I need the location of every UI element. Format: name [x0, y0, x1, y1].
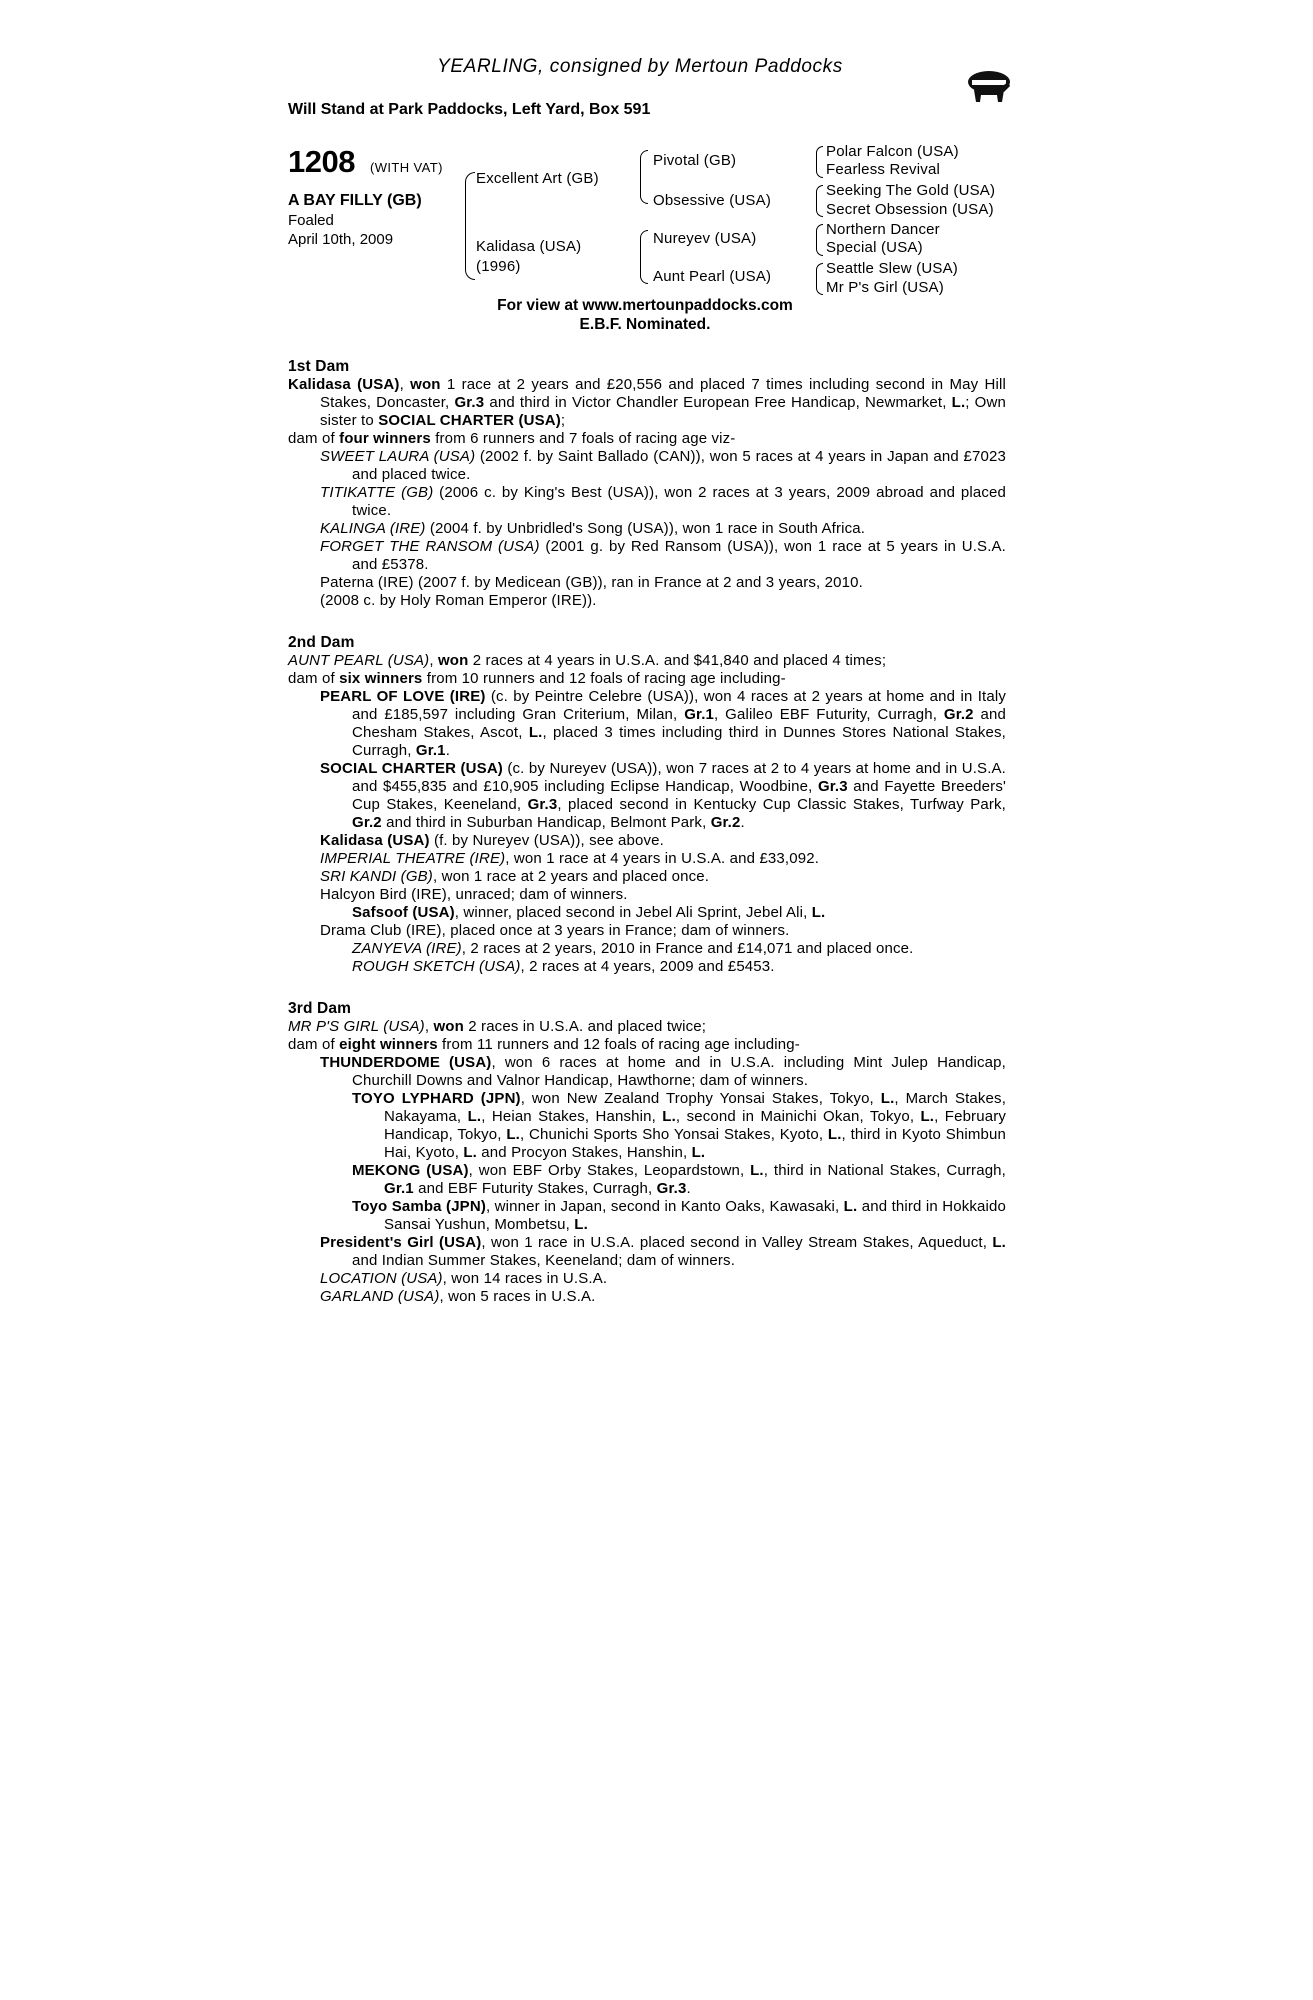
pedigree-brace [816, 263, 823, 295]
pedigree-ggs5: Northern Dancer [826, 221, 940, 238]
stand-location: Will Stand at Park Paddocks, Left Yard, Box 591 [288, 101, 651, 118]
pedigree-gs2: Obsessive (USA) [653, 192, 772, 209]
second-dam-produce-summary: dam of six winners from 10 runners and 12 foals of racing age including- [288, 670, 786, 687]
first-dam-heading: 1st Dam [288, 358, 350, 375]
horse-logo-icon [966, 68, 1012, 108]
list-item: President's Girl (USA), won 1 race in U.S.A. placed second in Valley Stream Stakes, Aqueduct, L. and Indian Summer Stakes, Keeneland; dam of winners. [320, 1234, 1006, 1269]
foaled-label: Foaled [288, 212, 334, 229]
list-item: TITIKATTE (GB) (2006 c. by King's Best (USA)), won 2 races at 3 years, 2009 abroad and placed twice. [320, 484, 1006, 519]
produce-record [288, 350, 1006, 1306]
lot-description: A BAY FILLY (GB) [288, 192, 422, 209]
ebf-note: E.B.F. Nominated. [579, 316, 711, 333]
pedigree-ggs2: Fearless Revival [826, 161, 941, 178]
second-dam-record: AUNT PEARL (USA), won 2 races at 4 years in U.S.A. and $41,840 and placed 4 times; [288, 652, 887, 669]
list-item: Kalidasa (USA) (f. by Nureyev (USA)), see above. [320, 832, 664, 849]
list-item: ROUGH SKETCH (USA), 2 races at 4 years, 2009 and £5453. [352, 958, 775, 975]
pedigree-ggs8: Mr P's Girl (USA) [826, 279, 944, 296]
list-item: TOYO LYPHARD (JPN), won New Zealand Trophy Yonsai Stakes, Tokyo, L., March Stakes, Nakayama, L., Heian Stakes, Hanshin, L., second in Mainichi Okan, Tokyo, L., February Handicap, Tokyo, L., Chunichi Sports Sho Yonsai Stakes, Kyoto, L., third in Kyoto Shimbun Hai, Kyoto, L. and Procyon Stakes, Hanshin, L. [352, 1090, 1007, 1161]
list-item: Drama Club (IRE), placed once at 3 years in France; dam of winners. [320, 922, 790, 939]
pedigree-gs3: Nureyev (USA) [653, 230, 757, 247]
list-item: PEARL OF LOVE (IRE) (c. by Peintre Celebre (USA)), won 4 races at 2 years at home and in Italy and £185,597 including Gran Criterium, Milan, Gr.1, Galileo EBF Futurity, Curragh, Gr.2 and Chesham Stakes, Ascot, L., placed 3 times including third in Dunnes Stores National Stakes, Curragh, Gr.1. [320, 688, 1007, 759]
second-dam-heading: 2nd Dam [288, 634, 355, 651]
list-item: GARLAND (USA), won 5 races in U.S.A. [320, 1288, 596, 1305]
list-item: FORGET THE RANSOM (USA) (2001 g. by Red Ransom (USA)), won 1 race at 5 years in U.S.A. and £5378. [320, 538, 1006, 573]
list-item: KALINGA (IRE) (2004 f. by Unbridled's Song (USA)), won 1 race in South Africa. [320, 520, 866, 537]
pedigree-sire: Excellent Art (GB) [476, 170, 599, 187]
page-title: YEARLING, consigned by Mertoun Paddocks [437, 56, 843, 77]
foaled-date: April 10th, 2009 [288, 231, 394, 248]
foaled-info [288, 211, 393, 249]
pedigree-ggs7: Seattle Slew (USA) [826, 260, 958, 277]
lot-number: 1208 [288, 144, 355, 179]
first-dam-produce-summary: dam of four winners from 6 runners and 7 foals of racing age viz- [288, 430, 736, 447]
pedigree-gs4: Aunt Pearl (USA) [653, 268, 772, 285]
list-item: Paterna (IRE) (2007 f. by Medicean (GB)), ran in France at 2 and 3 years, 2010. [320, 574, 863, 591]
list-item: Safsoof (USA), winner, placed second in Jebel Ali Sprint, Jebel Ali, L. [352, 904, 826, 921]
pedigree-brace [816, 146, 823, 178]
pedigree-ggs4: Secret Obsession (USA) [826, 201, 994, 218]
pedigree-brace [816, 185, 823, 217]
list-item: SRI KANDI (GB), won 1 race at 2 years and placed once. [320, 868, 710, 885]
pedigree-ggs6: Special (USA) [826, 239, 923, 256]
view-link-text: For view at www.mertounpaddocks.com [497, 297, 793, 314]
first-dam-record: Kalidasa (USA), won 1 race at 2 years and £20,556 and placed 7 times including second in May Hill Stakes, Doncaster, Gr.3 and third in Victor Chandler European Free Handicap, Newmarket, L.; Own sister to SOCIAL CHARTER (USA); [288, 376, 1006, 429]
list-item: Halcyon Bird (IRE), unraced; dam of winners. [320, 886, 628, 903]
list-item: SOCIAL CHARTER (USA) (c. by Nureyev (USA)), won 7 races at 2 to 4 years at home and in U.S.A. and $455,835 and £10,905 including Eclipse Handicap, Woodbine, Gr.3 and Fayette Breeders' Cup Stakes, Keeneland, Gr.3, placed second in Kentucky Cup Classic Stakes, Turfway Park, Gr.2 and third in Suburban Handicap, Belmont Park, Gr.2. [320, 760, 1006, 831]
list-item: LOCATION (USA), won 14 races in U.S.A. [320, 1270, 608, 1287]
pedigree-dam: Kalidasa (USA) [476, 238, 582, 255]
pedigree-brace [816, 224, 823, 256]
list-item: Toyo Samba (JPN), winner in Japan, second in Kanto Oaks, Kawasaki, L. and third in Hokkaido Sansai Yushun, Mombetsu, L. [352, 1198, 1007, 1233]
pedigree-brace [465, 172, 475, 280]
third-dam-heading: 3rd Dam [288, 1000, 352, 1017]
list-item: (2008 c. by Holy Roman Emperor (IRE)). [320, 592, 597, 609]
pedigree-brace [640, 150, 648, 204]
pedigree-dam-year: (1996) [476, 258, 521, 275]
pedigree-gs1: Pivotal (GB) [653, 152, 737, 169]
pedigree-brace [640, 230, 648, 284]
vat-note: (WITH VAT) [370, 160, 443, 175]
third-dam-produce-summary: dam of eight winners from 11 runners and 12 foals of racing age including- [288, 1036, 800, 1053]
list-item: ZANYEVA (IRE), 2 races at 2 years, 2010 in France and £14,071 and placed once. [352, 940, 914, 957]
pedigree-ggs3: Seeking The Gold (USA) [826, 182, 996, 199]
pedigree-ggs1: Polar Falcon (USA) [826, 143, 959, 160]
list-item: THUNDERDOME (USA), won 6 races at home and in U.S.A. including Mint Julep Handicap, Churchill Downs and Valnor Handicap, Hawthorne; dam of winners. [320, 1054, 1006, 1089]
list-item: MEKONG (USA), won EBF Orby Stakes, Leopardstown, L., third in National Stakes, Curragh, Gr.1 and EBF Futurity Stakes, Curragh, Gr.3. [352, 1162, 1006, 1197]
third-dam-record: MR P'S GIRL (USA), won 2 races in U.S.A. and placed twice; [288, 1018, 707, 1035]
list-item: SWEET LAURA (USA) (2002 f. by Saint Ballado (CAN)), won 5 races at 4 years in Japan and £7023 and placed twice. [320, 448, 1006, 483]
list-item: IMPERIAL THEATRE (IRE), won 1 race at 4 years in U.S.A. and £33,092. [320, 850, 820, 867]
